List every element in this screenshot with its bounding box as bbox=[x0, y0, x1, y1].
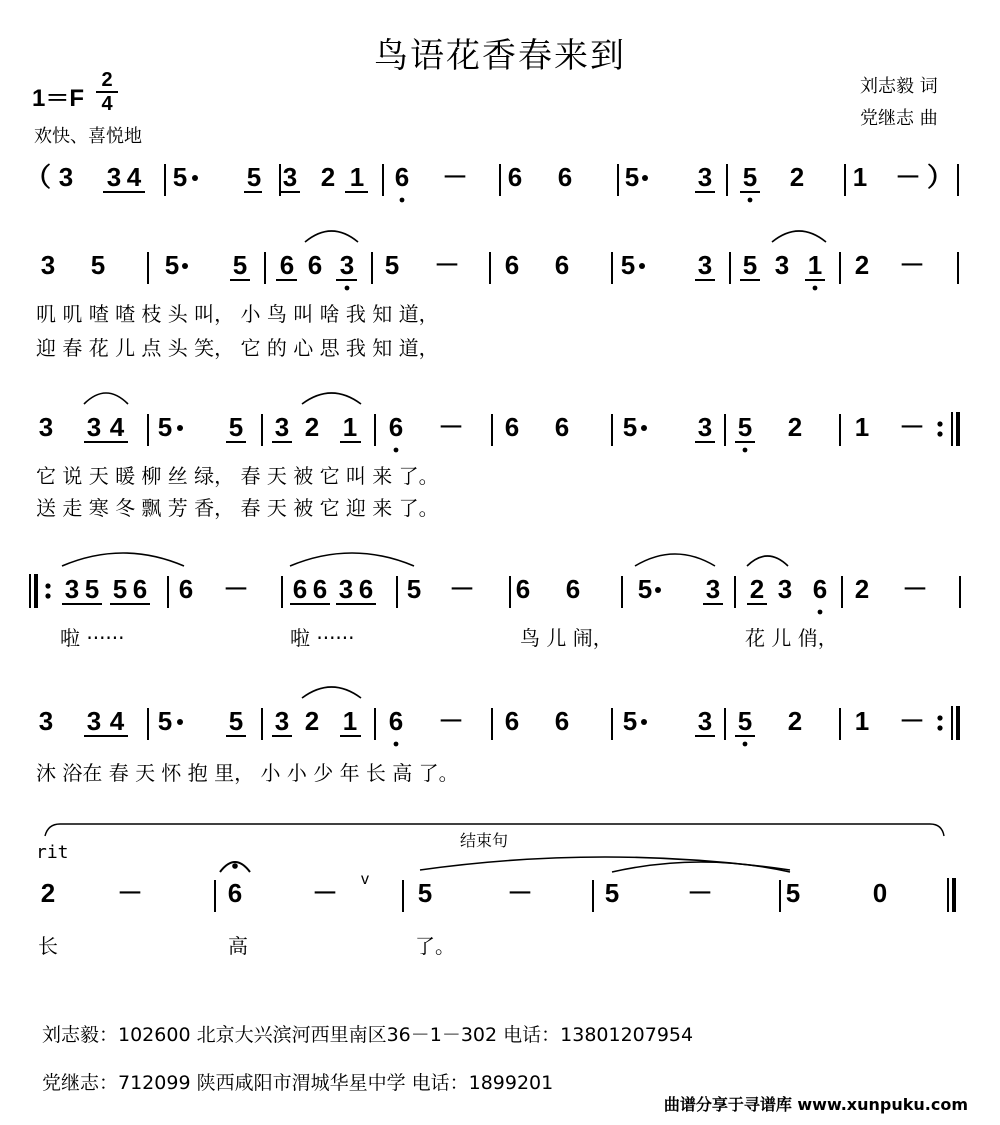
note: 6 bbox=[504, 412, 520, 442]
repeat-dot bbox=[937, 715, 942, 720]
lyric-line: 叽 叽 喳 喳 枝 头 叫， 小 鸟 叫 啥 我 知 道， bbox=[36, 302, 439, 326]
ending-label: 结束句 bbox=[460, 831, 509, 850]
note: 3 bbox=[64, 574, 80, 604]
note: 5 bbox=[157, 412, 173, 442]
repeat-dot bbox=[937, 431, 942, 436]
note: － bbox=[686, 878, 714, 908]
note: 2 bbox=[304, 412, 320, 442]
note: － bbox=[222, 574, 250, 604]
note: 3 bbox=[777, 574, 793, 604]
note: 4 bbox=[109, 706, 125, 736]
note: 2 bbox=[787, 412, 803, 442]
repeat-dot bbox=[45, 593, 50, 598]
note: 1 bbox=[852, 162, 868, 192]
note: 3 bbox=[40, 250, 56, 280]
augmentation-dot bbox=[641, 719, 647, 725]
note: 6 bbox=[507, 162, 523, 192]
note: 5 bbox=[737, 412, 753, 442]
augmentation-dot bbox=[639, 263, 645, 269]
note: 5 bbox=[172, 162, 188, 192]
lyric-line: 沐 浴在 春 天 怀 抱 里， 小 小 少 年 长 高 了。 bbox=[36, 761, 459, 785]
note: 2 bbox=[854, 574, 870, 604]
note: 5 bbox=[622, 412, 638, 442]
slur bbox=[305, 231, 358, 242]
lyric-line: 迎 春 花 儿 点 头 笑， 它 的 心 思 我 知 道， bbox=[36, 336, 439, 360]
note: 6 bbox=[178, 574, 194, 604]
octave-dot bbox=[813, 286, 818, 291]
note: 6 bbox=[504, 250, 520, 280]
note: 3 bbox=[339, 250, 355, 280]
contact-lyricist: 刘志毅：102600 北京大兴滨河西里南区36－1－302 电话：13801207954 bbox=[42, 1024, 694, 1046]
note: 6 bbox=[557, 162, 573, 192]
slur bbox=[302, 393, 361, 404]
note: 3 bbox=[282, 162, 298, 192]
note: 6 bbox=[132, 574, 148, 604]
note: 1 bbox=[349, 162, 365, 192]
note: 6 bbox=[292, 574, 308, 604]
note: 6 bbox=[515, 574, 531, 604]
note: 3 bbox=[697, 706, 713, 736]
lyric-line: 啦 ······ bbox=[290, 626, 355, 650]
slur bbox=[772, 231, 826, 242]
note: 5 bbox=[228, 706, 244, 736]
note: 4 bbox=[109, 412, 125, 442]
note: 6 bbox=[554, 250, 570, 280]
repeat-dot bbox=[45, 583, 50, 588]
note: 2 bbox=[749, 574, 765, 604]
note: － bbox=[901, 574, 929, 604]
note: 6 bbox=[812, 574, 828, 604]
note: － bbox=[898, 706, 926, 736]
note: 5 bbox=[742, 162, 758, 192]
slur bbox=[62, 553, 184, 566]
note: － bbox=[506, 878, 534, 908]
note: 3 bbox=[274, 412, 290, 442]
note: － bbox=[433, 250, 461, 280]
lyric-line: 花 儿 俏， bbox=[745, 626, 838, 650]
note: 4 bbox=[126, 162, 142, 192]
note: （ bbox=[24, 162, 52, 192]
note: 5 bbox=[232, 250, 248, 280]
note: 6 bbox=[554, 412, 570, 442]
note: 5 bbox=[637, 574, 653, 604]
note: 5 bbox=[164, 250, 180, 280]
augmentation-dot bbox=[641, 425, 647, 431]
note: ） bbox=[926, 162, 954, 192]
note: 5 bbox=[90, 250, 106, 280]
note: 6 bbox=[227, 878, 243, 908]
octave-dot bbox=[345, 286, 350, 291]
note: 5 bbox=[620, 250, 636, 280]
octave-dot bbox=[748, 198, 753, 203]
note: 3 bbox=[697, 162, 713, 192]
note: － bbox=[437, 412, 465, 442]
note: 5 bbox=[112, 574, 128, 604]
note: 6 bbox=[358, 574, 374, 604]
note: 5 bbox=[406, 574, 422, 604]
note: － bbox=[898, 250, 926, 280]
slur bbox=[612, 862, 790, 872]
augmentation-dot bbox=[182, 263, 188, 269]
note: － bbox=[441, 162, 469, 192]
note: 6 bbox=[394, 162, 410, 192]
note: 5 bbox=[622, 706, 638, 736]
octave-dot bbox=[394, 742, 399, 747]
time-signature-top: 2 bbox=[101, 69, 113, 91]
note: 5 bbox=[785, 878, 801, 908]
note: 3 bbox=[338, 574, 354, 604]
lyric-line: 鸟 儿 闹， bbox=[520, 626, 613, 650]
note: 3 bbox=[274, 706, 290, 736]
lyricist-credit: 刘志毅 词 bbox=[860, 76, 938, 97]
breath-mark: v bbox=[361, 871, 369, 888]
note: 5 bbox=[157, 706, 173, 736]
augmentation-dot bbox=[177, 719, 183, 725]
contact-composer: 党继志：712099 陕西咸阳市渭城华星中学 电话：1899201 bbox=[42, 1072, 554, 1094]
note: 6 bbox=[388, 706, 404, 736]
augmentation-dot bbox=[177, 425, 183, 431]
augmentation-dot bbox=[192, 175, 198, 181]
note: 3 bbox=[697, 250, 713, 280]
note: 6 bbox=[554, 706, 570, 736]
note: 3 bbox=[697, 412, 713, 442]
note: 3 bbox=[774, 250, 790, 280]
note: 6 bbox=[504, 706, 520, 736]
octave-dot bbox=[818, 610, 823, 615]
note: － bbox=[898, 412, 926, 442]
note: 1 bbox=[807, 250, 823, 280]
octave-dot bbox=[743, 448, 748, 453]
composer-credit: 党继志 曲 bbox=[860, 108, 938, 129]
note: 3 bbox=[86, 412, 102, 442]
note: 5 bbox=[228, 412, 244, 442]
note: 5 bbox=[742, 250, 758, 280]
augmentation-dot bbox=[642, 175, 648, 181]
note: 5 bbox=[737, 706, 753, 736]
note: 5 bbox=[417, 878, 433, 908]
note: 5 bbox=[84, 574, 100, 604]
note: 2 bbox=[40, 878, 56, 908]
note: － bbox=[116, 878, 144, 908]
note: 3 bbox=[38, 706, 54, 736]
note: 6 bbox=[565, 574, 581, 604]
key-signature: 1＝F bbox=[32, 85, 85, 112]
note: － bbox=[448, 574, 476, 604]
note: 5 bbox=[246, 162, 262, 192]
lyric-line: 高 bbox=[228, 934, 248, 958]
note: 2 bbox=[320, 162, 336, 192]
note: 5 bbox=[604, 878, 620, 908]
note: 3 bbox=[106, 162, 122, 192]
octave-dot bbox=[743, 742, 748, 747]
song-title: 鸟语花香春来到 bbox=[374, 36, 626, 76]
note: 1 bbox=[342, 706, 358, 736]
note: 5 bbox=[624, 162, 640, 192]
octave-dot bbox=[394, 448, 399, 453]
note: 3 bbox=[705, 574, 721, 604]
slur bbox=[290, 553, 414, 566]
repeat-dot bbox=[937, 725, 942, 730]
lyric-line: 啦 ······ bbox=[60, 626, 125, 650]
slur bbox=[747, 556, 788, 566]
note: － bbox=[894, 162, 922, 192]
note: 1 bbox=[854, 706, 870, 736]
lyric-line: 了。 bbox=[415, 934, 455, 958]
slur bbox=[635, 554, 715, 566]
note: 2 bbox=[787, 706, 803, 736]
lyric-line: 长 bbox=[38, 934, 58, 958]
note: 3 bbox=[38, 412, 54, 442]
note: 2 bbox=[304, 706, 320, 736]
repeat-dot bbox=[937, 421, 942, 426]
note: 6 bbox=[307, 250, 323, 280]
note: 2 bbox=[789, 162, 805, 192]
augmentation-dot bbox=[655, 587, 661, 593]
note: 3 bbox=[86, 706, 102, 736]
footer-watermark: 曲谱分享于寻谱库 www.xunpuku.com bbox=[663, 1095, 968, 1114]
tempo-marking: 欢快、喜悦地 bbox=[34, 126, 142, 147]
slur bbox=[302, 687, 361, 698]
note: 2 bbox=[854, 250, 870, 280]
note: 6 bbox=[279, 250, 295, 280]
lyric-line: 它 说 天 暖 柳 丝 绿， 春 天 被 它 叫 来 了。 bbox=[36, 464, 439, 488]
fermata-dot bbox=[232, 863, 238, 869]
note: 1 bbox=[854, 412, 870, 442]
note: 5 bbox=[384, 250, 400, 280]
note: 6 bbox=[312, 574, 328, 604]
note: 3 bbox=[58, 162, 74, 192]
slur bbox=[84, 393, 128, 404]
note: 0 bbox=[872, 878, 888, 908]
note: 6 bbox=[388, 412, 404, 442]
ritardando-marking: rit bbox=[36, 842, 69, 863]
note: － bbox=[311, 878, 339, 908]
note: － bbox=[437, 706, 465, 736]
lyric-line: 送 走 寒 冬 飘 芳 香， 春 天 被 它 迎 来 了。 bbox=[36, 496, 439, 520]
time-signature-bottom: 4 bbox=[101, 93, 113, 115]
note: 1 bbox=[342, 412, 358, 442]
octave-dot bbox=[400, 198, 405, 203]
